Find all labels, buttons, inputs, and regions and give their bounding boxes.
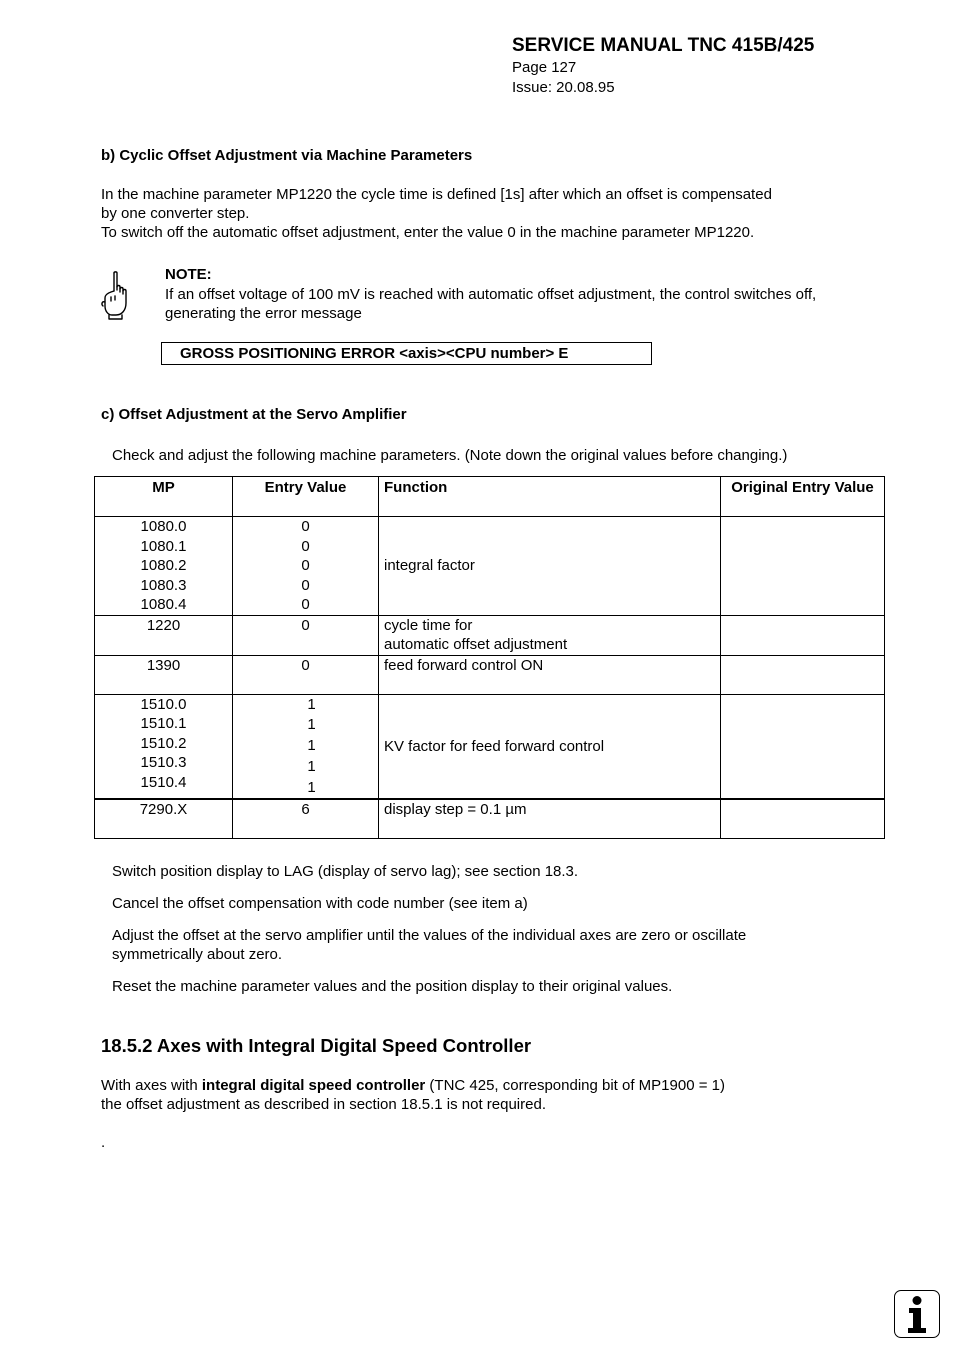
entry-value: 1	[307, 757, 316, 775]
note-line: generating the error message	[165, 305, 362, 322]
entry-value: 1	[307, 716, 316, 734]
entry-value-cell	[233, 517, 379, 616]
manual-title: SERVICE MANUAL TNC 415B/425	[512, 35, 815, 56]
step-line: Adjust the offset at the servo amplifier until the values of the individual axes are zero or oscillate	[112, 927, 747, 944]
table-row	[95, 615, 885, 655]
mp-number: 1510.3	[140, 754, 187, 771]
original-value-cell	[721, 655, 885, 694]
issue-date: Issue: 20.08.95	[512, 79, 615, 96]
original-value-cell	[721, 615, 885, 655]
entry-value: 1	[307, 695, 316, 713]
section-18-5-2-paragraph	[101, 1076, 861, 1114]
info-glyph	[895, 1291, 939, 1337]
mp-number: 1080.3	[140, 576, 187, 594]
step-line: symmetrically about zero.	[112, 946, 283, 963]
mp-number: 7290.X	[139, 801, 188, 819]
entry-value-cell	[233, 655, 379, 694]
info-icon	[894, 1290, 940, 1338]
table-header-row	[95, 477, 885, 517]
text-segment: (TNC 425, corresponding bit of MP1900 = 1)	[425, 1077, 725, 1094]
entry-value: 0	[301, 557, 310, 574]
mp-number: 1080.0	[140, 518, 187, 535]
mp-number: 1510.4	[140, 773, 187, 791]
entry-value: 0	[301, 656, 310, 674]
function-text: cycle time for	[384, 616, 473, 634]
mp-cell	[95, 694, 233, 799]
trailing-dot: .	[101, 1134, 106, 1151]
function-cell	[379, 694, 721, 799]
section-b-line: To switch off the automatic offset adjustment, enter the value 0 in the machine parameter MP1220.	[101, 224, 755, 241]
mp-number: 1510.1	[140, 715, 187, 732]
section-c-intro: Check and adjust the following machine parameters. (Note down the original values before changing.)	[112, 447, 788, 464]
function-text: integral factor	[384, 557, 475, 574]
entry-value: 0	[301, 518, 310, 535]
page-number: Page 127	[512, 59, 577, 76]
function-cell	[379, 517, 721, 616]
entry-value: 0	[301, 596, 310, 613]
mp-cell	[95, 799, 233, 838]
function-text: feed forward control ON	[384, 656, 544, 674]
section-b-heading: b) Cyclic Offset Adjustment via Machine Parameters	[101, 147, 473, 164]
step-item: Cancel the offset compensation with code number (see item a)	[112, 895, 528, 912]
note-line: If an offset voltage of 100 mV is reached with automatic offset adjustment, the control switches off,	[165, 286, 817, 303]
column-header-function: Function	[379, 477, 721, 517]
mp-number: 1080.2	[140, 557, 187, 574]
function-cell	[379, 799, 721, 838]
note-text	[165, 285, 895, 323]
table-row	[95, 799, 885, 838]
original-value-cell	[721, 694, 885, 799]
step-item: Reset the machine parameter values and the position display to their original values.	[112, 978, 673, 995]
section-18-5-2-heading: 18.5.2 Axes with Integral Digital Speed Controller	[101, 1035, 532, 1056]
mp-cell	[95, 655, 233, 694]
table-row	[95, 517, 885, 616]
table-row	[95, 694, 885, 799]
original-value-cell	[721, 799, 885, 838]
mp-number: 1080.4	[140, 596, 187, 613]
section-18-5-2-line: the offset adjustment as described in section 18.5.1 is not required.	[101, 1096, 546, 1113]
column-header-mp: MP	[95, 477, 233, 517]
function-text: display step = 0.1 µm	[384, 801, 527, 819]
entry-value: 1	[307, 737, 316, 755]
error-message-box: GROSS POSITIONING ERROR <axis><CPU number> E	[161, 342, 652, 365]
entry-value: 0	[301, 616, 310, 634]
note-title: NOTE:	[165, 266, 212, 283]
entry-value: 1	[307, 778, 316, 796]
function-text: KV factor for feed forward control	[384, 737, 605, 755]
mp-number: 1510.0	[140, 695, 187, 713]
mp-number: 1510.2	[140, 734, 187, 752]
pointing-hand-icon	[100, 270, 132, 320]
bold-term: integral digital speed controller	[201, 1077, 426, 1094]
mp-cell	[95, 517, 233, 616]
section-b-line: In the machine parameter MP1220 the cycle time is defined [1s] after which an offset is compensated	[101, 186, 772, 203]
entry-value: 0	[301, 537, 310, 555]
entry-value: 0	[301, 576, 310, 594]
entry-value: 6	[301, 801, 310, 819]
section-b-paragraph	[101, 185, 861, 242]
function-cell	[379, 615, 721, 655]
column-header-original-entry-value: Original Entry Value	[721, 477, 885, 517]
step-item: Switch position display to LAG (display of servo lag); see section 18.3.	[112, 863, 579, 880]
original-value-cell	[721, 517, 885, 616]
mp-number: 1080.1	[140, 537, 187, 555]
entry-value-cell	[233, 694, 379, 799]
machine-parameter-table	[94, 476, 885, 839]
mp-number: 1390	[146, 656, 181, 674]
entry-value-cell	[233, 799, 379, 838]
mp-cell	[95, 615, 233, 655]
mp-number: 1220	[146, 616, 181, 634]
function-text: automatic offset adjustment	[384, 636, 568, 653]
step-item	[112, 926, 832, 964]
column-header-entry-value: Entry Value	[233, 477, 379, 517]
section-b-line: by one converter step.	[101, 205, 250, 222]
section-c-heading: c) Offset Adjustment at the Servo Amplifier	[101, 406, 407, 423]
function-cell	[379, 655, 721, 694]
table-row	[95, 655, 885, 694]
entry-value-cell	[233, 615, 379, 655]
section-18-5-2-line	[101, 1076, 861, 1095]
text-segment: With axes with	[101, 1077, 202, 1094]
